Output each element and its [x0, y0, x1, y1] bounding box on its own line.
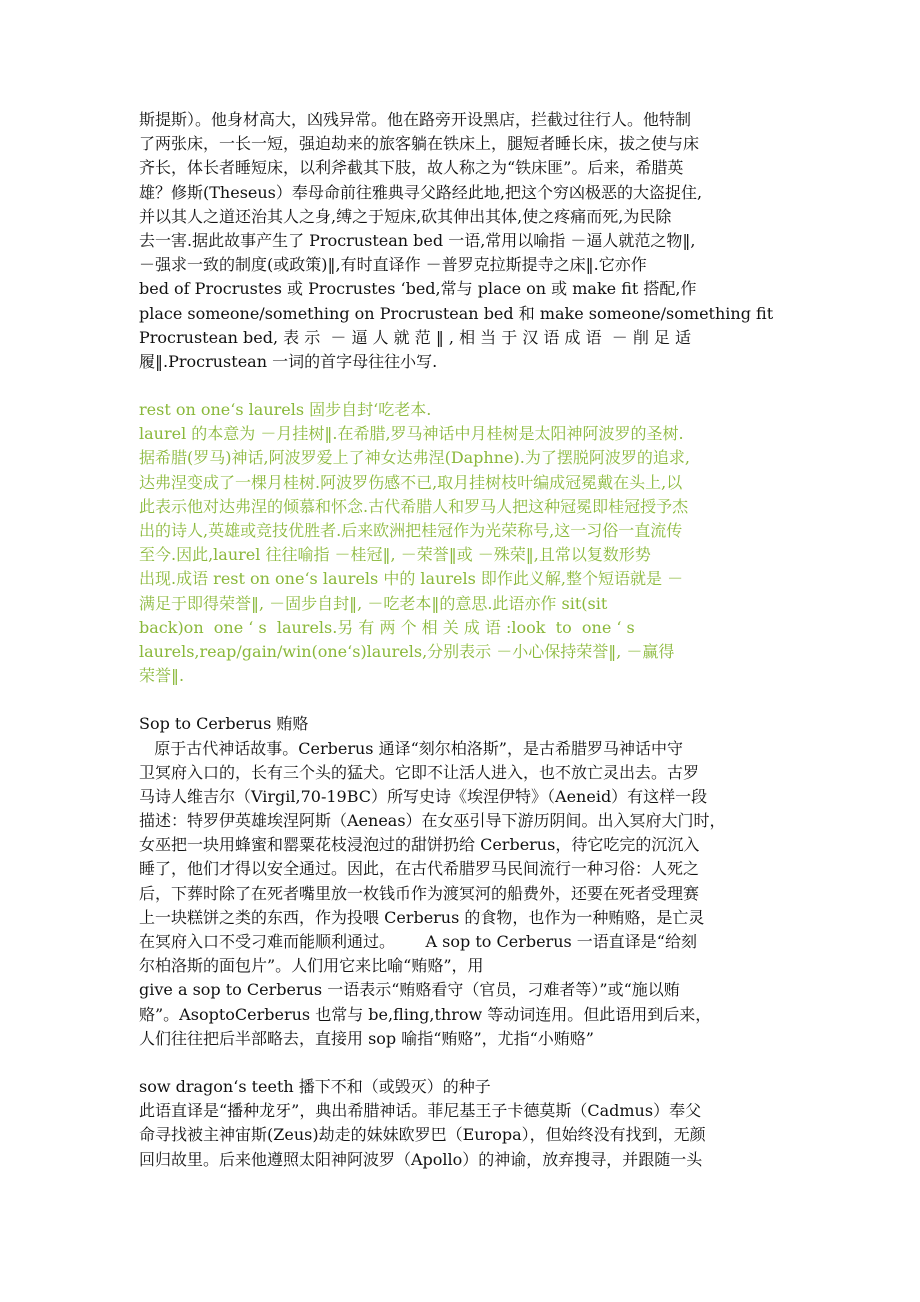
text-line: 斯提斯）。他身材高大，凶残异常。他在路旁开设黑店，拦截过往行人。他特制: [139, 110, 692, 129]
text-line: 此语直译是“播种龙牙”，典出希腊神话。菲尼基王子卡德莫斯（Cadmus）奉父: [139, 1101, 702, 1121]
text-line: 并以其人之道还治其人之身,缚之于短床,砍其伸出其体,使之疼痛而死,为民除: [139, 206, 672, 226]
text-line: give a sop to Cerberus 一语表示“贿赂看守（官员，刁难者等）”或“施以贿: [139, 980, 680, 1000]
section-heading: sow dragon‘s teeth 播下不和（或毁灭）的种子: [139, 1076, 491, 1096]
section-procrustean-bed: [139, 108, 801, 374]
text-line: 马诗人维吉尔（Virgil,70-19BC）所写史诗《埃涅伊特》（Aeneid）有这样一段: [139, 786, 708, 806]
text-line: 在冥府入口不受刁难而能顺利通过。 A sop to Cerberus 一语直译是“给刻: [139, 932, 697, 951]
text-line: 达弗涅变成了一棵月桂树.阿波罗伤感不已,取月挂树枝叶编成冠冕戴在头上,以: [139, 472, 683, 492]
paragraph-gap: [139, 374, 801, 398]
text-line: 原于古代神话故事。Cerberus 通译“刻尔柏洛斯”，是古希腊罗马神话中守: [139, 738, 683, 758]
text-line: 尔柏洛斯的面包片”。人们用它来比喻“贿赂”，用: [139, 956, 484, 976]
text-line: 了两张床，一长一短，强迫劫来的旅客躺在铁床上，腿短者睡长床，拔之使与床: [139, 134, 700, 154]
text-line: 此表示他对达弗涅的倾慕和怀念.古代希腊人和罗马人把这种冠冕即桂冠授予杰: [139, 496, 689, 516]
text-line: 至今.因此,laurel 往往喻指 －桂冠‖, －荣誉‖或 －殊荣‖,且常以复数形势: [139, 545, 651, 565]
text-line: 命寻找被主神宙斯(Zeus)劫走的妹妹欧罗巴（Europa），但始终没有找到，无颜: [139, 1125, 706, 1145]
text-line: back)on one ‘ s laurels.另 有 两 个 相 关 成 语 :look to one ‘ s: [139, 617, 635, 637]
text-line: 出现.成语 rest on one‘s laurels 中的 laurels 即作此义解,整个短语就是 －: [139, 569, 684, 589]
text-line: 荣誉‖.: [139, 666, 185, 686]
text-line: 人们往往把后半部略去，直接用 sop 喻指“贿赂”，尤指“小贿赂”: [139, 1028, 594, 1048]
paragraph-gap: [139, 1051, 801, 1075]
text-line: 雄？修斯(Theseus）奉母命前往雅典寻父路经此地,把这个穷凶极恶的大盗捉住,: [139, 182, 703, 202]
text-line: －强求一致的制度(或政策)‖,有时直译作 －普罗克拉斯提寺之床‖.它亦作: [139, 255, 647, 275]
section-heading: rest on one‘s laurels 固步自封‘吃老本.: [139, 400, 432, 420]
text-line: 描述：特罗伊英雄埃涅阿斯（Aeneas）在女巫引导下游历阴间。出入冥府大门时，: [139, 811, 726, 831]
text-line: laurel 的本意为 －月挂树‖.在希腊,罗马神话中月桂树是太阳神阿波罗的圣树.: [139, 424, 684, 444]
text-line: 上一块糕饼之类的东西，作为投喂 Cerberus 的食物，也作为一种贿赂，是亡灵: [139, 907, 705, 927]
section-sop-to-cerberus: [139, 712, 801, 1051]
text-line: 满足于即得荣誉‖, －固步自封‖, －吃老本‖的意思.此语亦作 sit(sit: [139, 593, 608, 613]
section-rest-on-laurels: [139, 398, 801, 688]
text-line: 去一害.据此故事产生了 Procrustean bed 一语,常用以喻指 －逼人就范之物‖,: [139, 230, 696, 250]
text-line: 据希腊(罗马)神话,阿波罗爱上了神女达弗涅(Daphne).为了摆脱阿波罗的追求,: [139, 448, 690, 468]
text-line: laurels,reap/gain/win(one‘s)laurels,分别表示 －小心保持荣誉‖, －赢得: [139, 641, 675, 661]
text-line: bed of Procrustes 或 Procrustes ‘bed,常与 place on 或 make fit 搭配,作: [139, 279, 697, 299]
section-heading: Sop to Cerberus 贿赂: [139, 714, 309, 734]
text-line: 卫冥府入口的，长有三个头的猛犬。它即不让活人进入，也不放亡灵出去。古罗: [139, 762, 700, 782]
section-sow-dragons-teeth: [139, 1075, 801, 1172]
text-line: 女巫把一块用蜂蜜和罂粟花枝浸泡过的甜饼扔给 Cerberus，待它吃完的沉沉入: [139, 835, 700, 855]
text-line: 后，下葬时除了在死者嘴里放一枚钱币作为渡冥河的船费外，还要在死者受理赛: [139, 883, 700, 903]
text-line: 履‖.Procrustean 一词的首字母往往小写.: [139, 351, 438, 371]
document-body: [139, 108, 801, 1172]
text-line: Procrustean bed, 表 示 － 逼 人 就 范 ‖ , 相 当 于 汉 语 成 语 － 削 足 适: [139, 327, 692, 347]
paragraph-gap: [139, 688, 801, 712]
text-line: 回归故里。后来他遵照太阳神阿波罗（Apollo）的神谕，放弃搜寻，并跟随一头: [139, 1149, 703, 1169]
text-line: place someone/something on Procrustean bed 和 make someone/something fit: [139, 303, 774, 323]
text-line: 睡了，他们才得以安全通过。因此，在古代希腊罗马民间流行一种习俗：人死之: [139, 859, 700, 879]
text-line: 齐长，体长者睡短床，以利斧截其下肢，故人称之为“铁床匪”。后来，希腊英: [139, 158, 684, 178]
text-line: 赂”。AsoptoCerberus 也常与 be,fling,throw 等动词连用。但此语用到后来，: [139, 1004, 712, 1024]
text-line: 出的诗人,英雄或竞技优胜者.后来欧洲把桂冠作为光荣称号,这一习俗一直流传: [139, 521, 683, 540]
